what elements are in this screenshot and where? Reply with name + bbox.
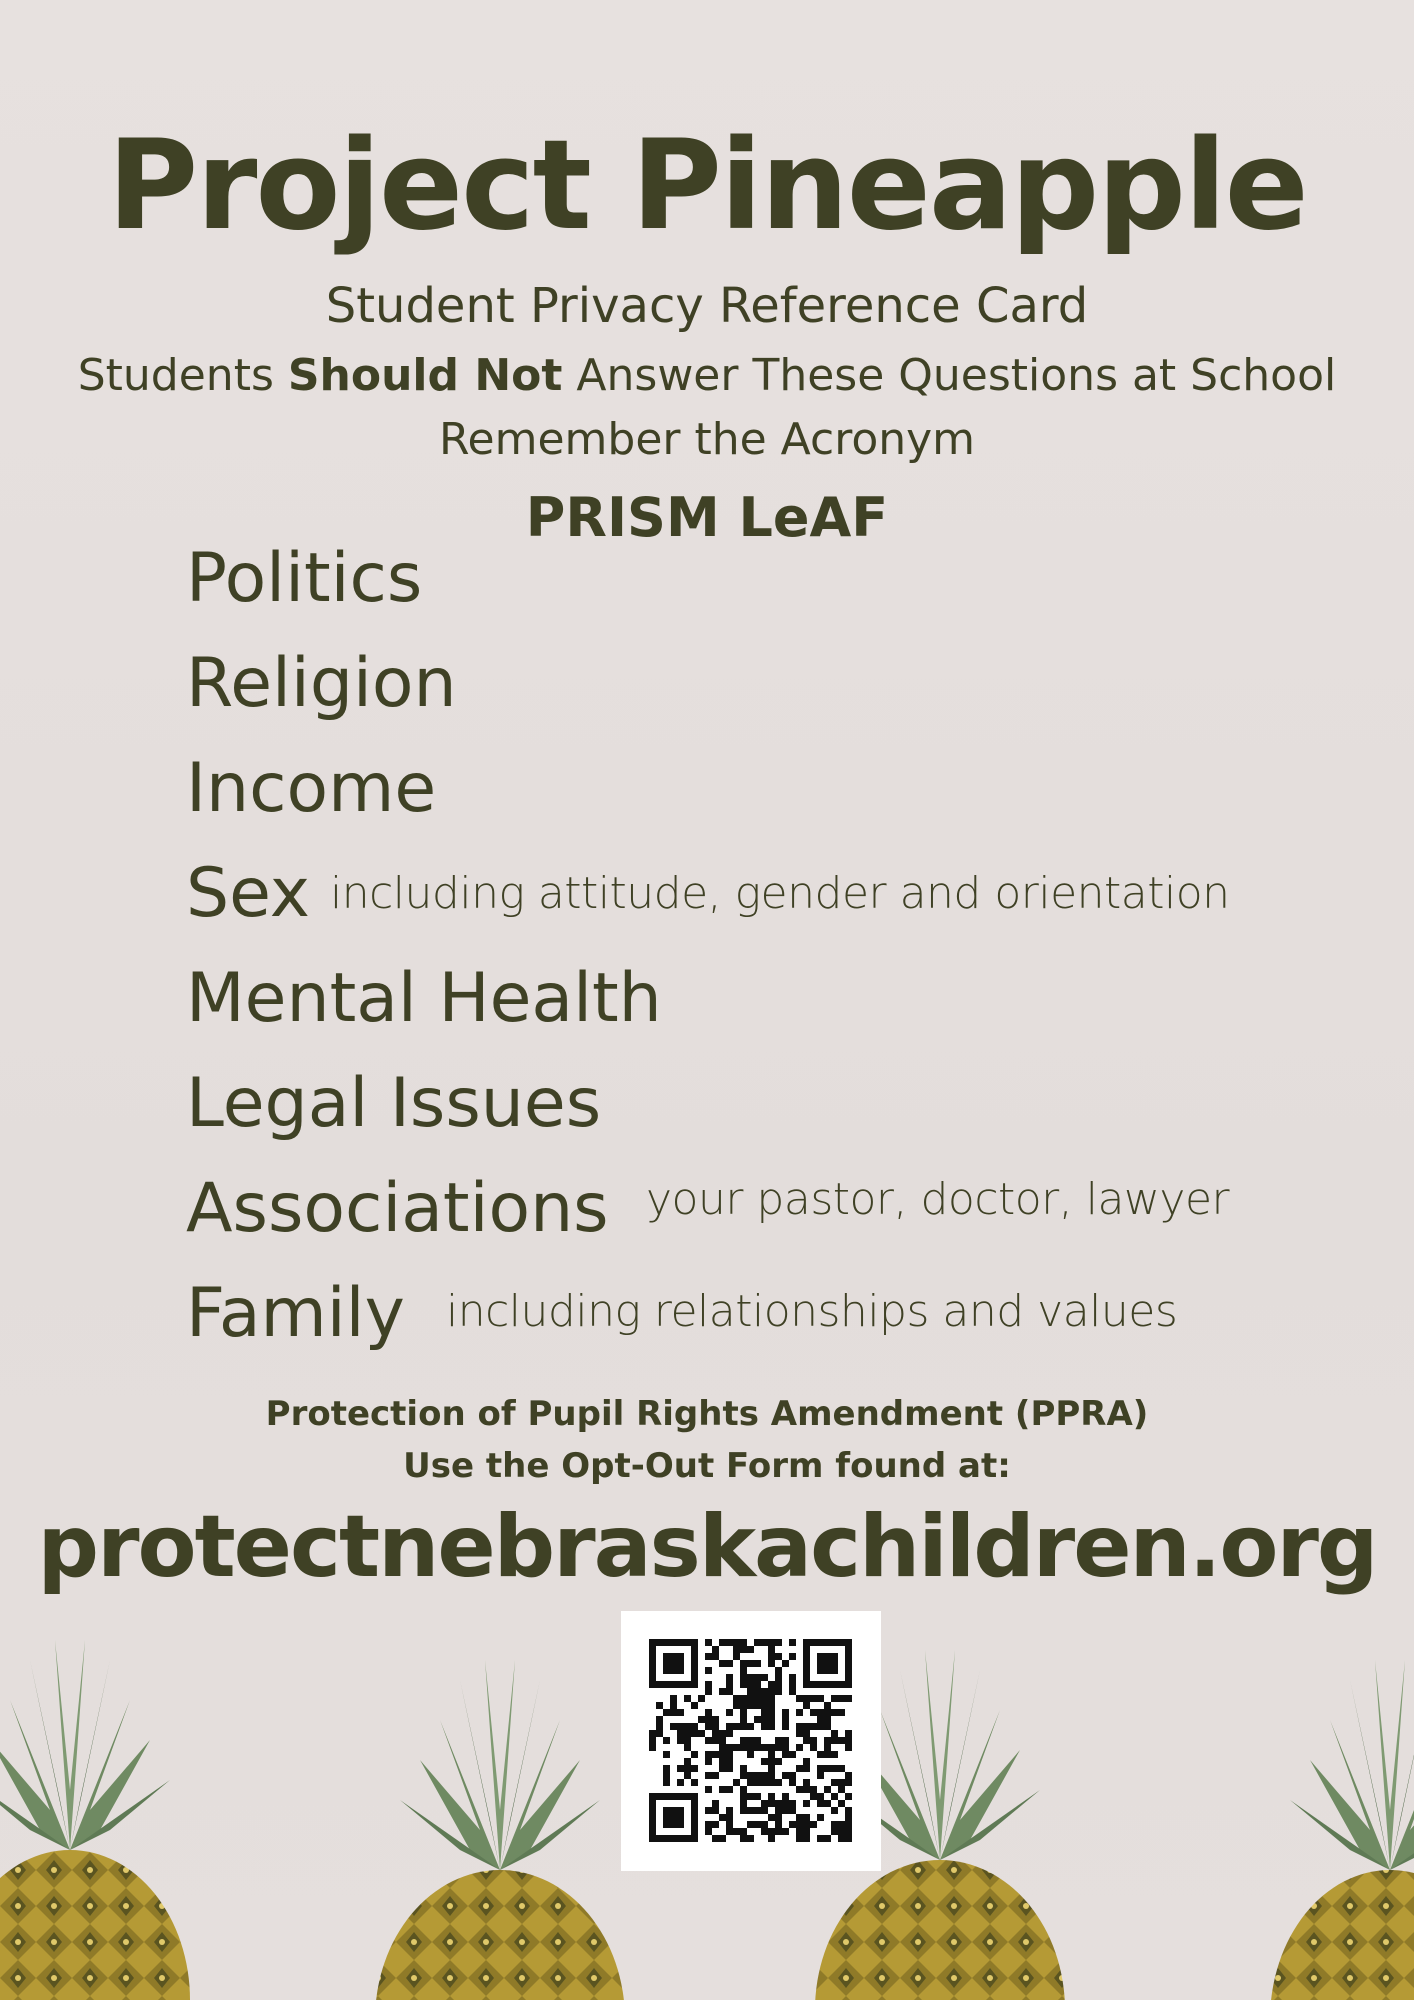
pineapple-icon: [0, 1640, 190, 2000]
topic-sex-note: including attitude, gender and orientation: [330, 868, 1230, 919]
remember-line: Remember the Acronym: [438, 414, 976, 465]
pineapple-icon: [1270, 1660, 1414, 2000]
topic-religion: Religion: [186, 644, 457, 723]
topic-family: Family: [186, 1274, 405, 1353]
topic-legal-issues: Legal Issues: [186, 1064, 602, 1143]
topic-associations-note: your pastor, doctor, lawyer: [646, 1174, 1230, 1225]
warning-emphasis: Should Not: [287, 350, 563, 401]
qr-code-graphic: [621, 1611, 881, 1871]
website-url[interactable]: protectnebraskachildren.org: [37, 1497, 1377, 1597]
subtitle: Student Privacy Reference Card: [325, 278, 1089, 334]
topic-politics: Politics: [186, 539, 423, 618]
topic-income: Income: [186, 749, 437, 828]
opt-out-line: Use the Opt-Out Form found at:: [403, 1446, 1011, 1486]
topic-associations: Associations: [186, 1169, 609, 1248]
acronym: PRISM LeAF: [525, 486, 889, 549]
pineapple-icon: [375, 1660, 625, 2000]
warning-suffix: Answer These Questions at School: [562, 350, 1337, 401]
warning-line: [0, 350, 1414, 403]
topic-mental-health: Mental Health: [186, 959, 662, 1038]
warning-prefix: Students: [77, 350, 288, 401]
topic-sex: Sex: [186, 854, 311, 933]
page-title: Project Pineapple: [107, 114, 1307, 258]
topic-family-note: including relationships and values: [446, 1286, 1178, 1337]
qr-code-icon[interactable]: [621, 1611, 881, 1871]
ppra-line: Protection of Pupil Rights Amendment (PPRA): [265, 1394, 1149, 1434]
